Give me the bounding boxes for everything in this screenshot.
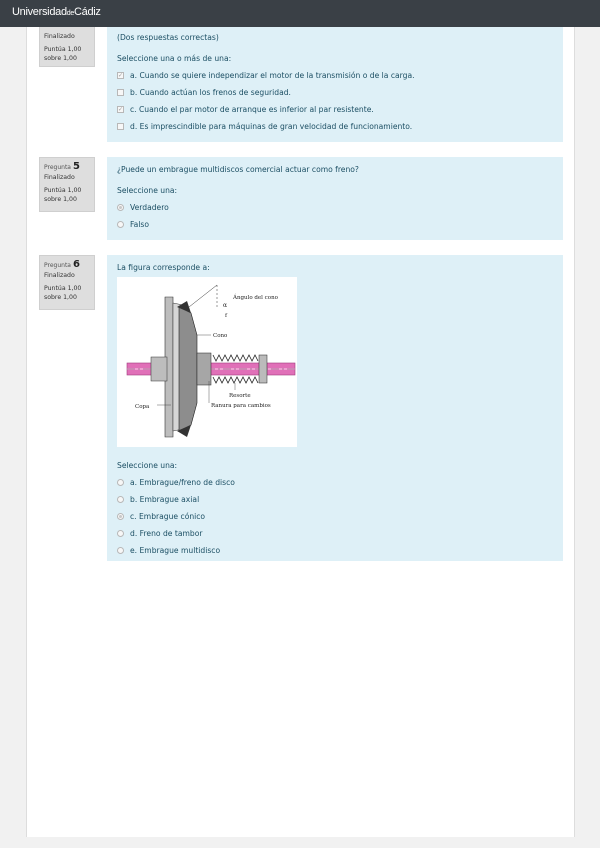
question-4-option-b[interactable] [117,84,553,101]
label-groove: Ranura para cambios [211,403,271,409]
question-4-state: Finalizado [44,33,75,40]
cone-clutch-figure [117,277,297,447]
question-5-info [39,157,95,212]
checkbox-checked[interactable]: ✓ [117,72,124,79]
question-6-text: La figura corresponde a: [117,263,210,272]
spring-top [213,355,258,361]
label-alpha: α [223,302,228,309]
option-label: b. Embrague axial [130,495,200,504]
question-6-grade-2: sobre 1,00 [44,294,77,301]
quiz-page [26,27,575,837]
question-4-grade-1: Puntúa 1,00 [44,46,82,53]
cup-hub [151,357,167,381]
cone-clutch-diagram [117,277,297,447]
question-5-option-true[interactable] [117,199,553,216]
logo-de: de [66,10,74,17]
option-label: a. Cuando se quiere independizar el motor de la transmisión o de la carga. [130,71,415,80]
question-4-content [107,27,563,142]
radio-unselected[interactable] [117,496,124,503]
label-cone: Cono [213,333,228,339]
checkbox-unchecked[interactable] [117,123,124,130]
option-label: a. Embrague/freno de disco [130,478,235,487]
label-f: f [225,313,228,319]
option-label: b. Cuando actúan los frenos de seguridad. [130,88,291,97]
question-4-option-a[interactable] [117,67,553,84]
checkbox-unchecked[interactable] [117,89,124,96]
radio-selected[interactable] [117,204,124,211]
collar [259,355,267,383]
question-6-option-a[interactable] [117,474,553,491]
radio-unselected[interactable] [117,479,124,486]
question-6-state: Finalizado [44,272,75,279]
radio-unselected[interactable] [117,547,124,554]
option-label: c. Cuando el par motor de arranque es inferior al par resistente. [130,105,374,114]
option-label: e. Embrague multidisco [130,546,221,555]
university-logo[interactable] [12,6,101,18]
question-4-option-c[interactable] [117,101,553,118]
cone [179,307,197,431]
question-5-text: ¿Puede un embrague multidiscos comercial actuar como freno? [117,165,359,174]
logo-part2: Cádiz [73,6,101,18]
option-label: c. Embrague cónico [130,512,206,521]
question-5-state: Finalizado [44,174,75,181]
cone-hub [197,353,211,385]
top-bar [0,0,600,27]
question-5-grade-1: Puntúa 1,00 [44,187,82,194]
question-4-info [39,27,95,67]
question-5-grade-2: sobre 1,00 [44,196,77,203]
question-4-option-d[interactable] [117,118,553,135]
checkbox-checked[interactable]: ✓ [117,106,124,113]
question-5-prompt: Seleccione una: [117,186,178,195]
spring-bottom [213,377,258,383]
bottom-bar [0,837,600,848]
radio-unselected[interactable] [117,530,124,537]
question-6-option-b[interactable] [117,491,553,508]
question-5-option-false[interactable] [117,216,553,233]
option-label: Verdadero [130,203,169,212]
question-6-grade-1: Puntúa 1,00 [44,285,82,292]
question-6-info [39,255,95,310]
question-number: 5 [72,161,80,172]
question-6-option-d[interactable] [117,525,553,542]
question-number: 6 [72,259,80,270]
question-4-note: (Dos respuestas correctas) [117,33,219,42]
label-spring: Resorte [229,393,251,399]
label-cup: Copa [135,404,150,410]
option-label: d. Freno de tambor [130,529,203,538]
radio-selected[interactable] [117,513,124,520]
radio-unselected[interactable] [117,221,124,228]
question-6-option-e[interactable] [117,542,553,559]
question-4-grade-2: sobre 1,00 [44,55,77,62]
question-label: Pregunta [44,262,71,269]
question-6-content [107,255,563,561]
question-4-prompt: Seleccione una o más de una: [117,54,232,63]
option-label: Falso [130,220,150,229]
label-angle: Ángulo del cono [233,295,278,301]
question-label: Pregunta [44,164,71,171]
option-label: d. Es imprescindible para máquinas de gran velocidad de funcionamiento. [130,122,413,131]
question-6-option-c[interactable] [117,508,553,525]
question-5-content [107,157,563,240]
question-6-prompt: Seleccione una: [117,461,178,470]
angle-line [189,285,217,307]
logo-part1: Universidad [12,6,67,18]
